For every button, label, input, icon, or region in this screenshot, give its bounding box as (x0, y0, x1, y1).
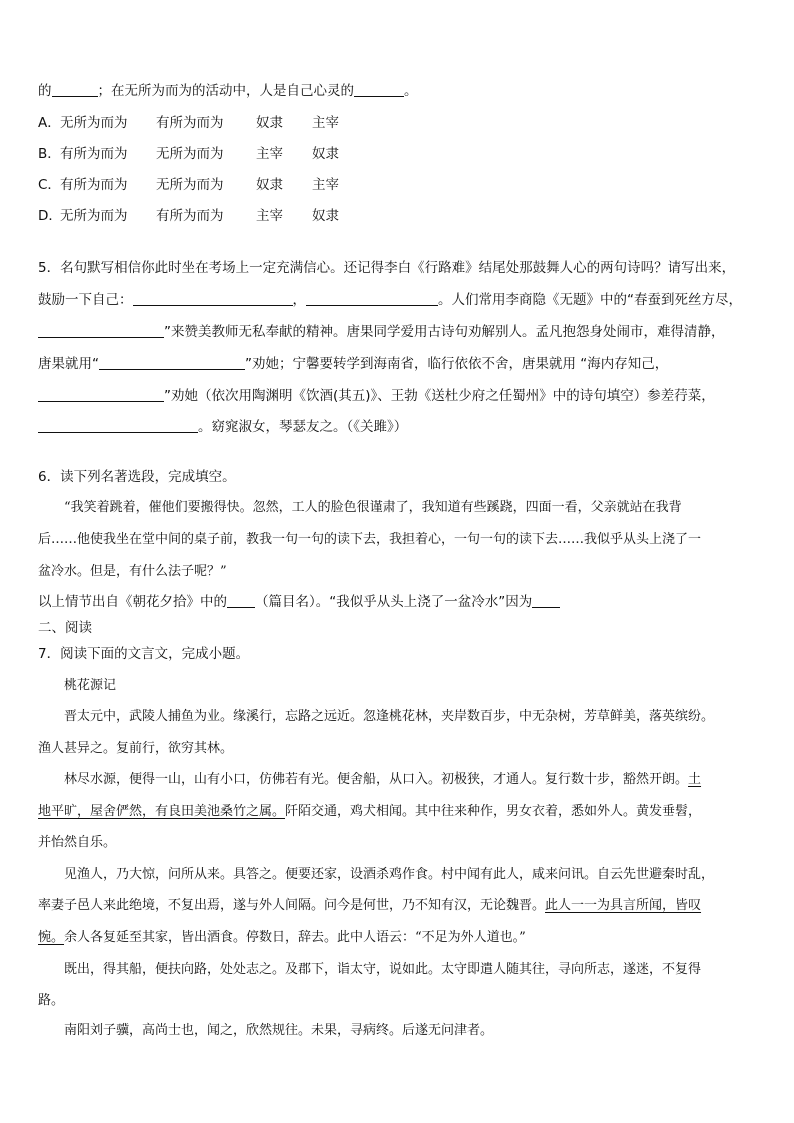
answer-blank[interactable] (52, 82, 98, 97)
section-heading: 二、阅读 (38, 620, 92, 636)
answer-blank[interactable] (99, 355, 245, 370)
essay-line-6: 见渔人，乃大惊，问所从来。具答之。便要还家，设酒杀鸡作食。村中闻有此人，咸来问讯。自云先世避秦时乱， (64, 867, 715, 882)
q5-line-3: ”来赞美教师无私奉献的精神。唐果同学爱用古诗句劝解别人。孟凡抱怨身处闹市，难得清静， (38, 323, 756, 341)
answer-blank[interactable] (532, 593, 560, 608)
q5-line-5: ”劝她（依次用陶渊明《饮酒(其五)》、王勃《送杜少府之任蜀州》中的诗句填空）参差荇菜， (38, 387, 756, 405)
option-b[interactable]: B．有所为而为 无所为而为 主宰 奴隶 (38, 146, 339, 162)
q5-line-4: 唐果就用“ ”劝她；宁馨要转学到海南省，临行依依不舍，唐果就用 “海内存知己， (38, 356, 669, 372)
q6-title: 6．读下列名著选段，完成填空。 (38, 469, 236, 485)
answer-blank[interactable] (354, 82, 404, 97)
q6-passage-line-3: 盆冷水。但是，有什么法子呢？” (38, 564, 227, 579)
essay-line-2: 渔人甚异之。复前行，欲穷其林。 (38, 741, 234, 756)
q5-line-1: 5．名句默写相信你此时坐在考场上一定充满信心。还记得李白《行路难》结尾处那鼓舞人心的两句诗吗？请写出来， (38, 260, 736, 276)
option-d[interactable]: D．无所为而为 有所为而为 主宰 奴隶 (38, 208, 339, 224)
option-c[interactable]: C．有所为而为 无所为而为 奴隶 主宰 (38, 177, 339, 193)
q5-line-2: 鼓励一下自己： ， 。人们常用李商隐《无题》中的“春蚕到死丝方尽， (38, 292, 742, 308)
essay-line-7: 率妻子邑人来此绝境，不复出焉，遂与外人间隔。问今是何世，乃不知有汉，无论魏晋。此人一一为具言所闻，皆叹 (38, 898, 702, 913)
q4-stem: 的 ；在无所为而为的活动中，人是自己心灵的 。 (38, 83, 418, 99)
essay-line-10: 路。 (38, 993, 65, 1008)
q6-question: 以上情节出自《朝花夕拾》中的 （篇目名）。“我似乎从头上浇了一盆冷水”因为 (38, 593, 756, 611)
q7-title: 7．阅读下面的文言文，完成小题。 (38, 646, 250, 662)
essay-line-5: 并怡然自乐。 (38, 835, 117, 850)
answer-blank[interactable] (38, 323, 164, 338)
answer-blank[interactable] (133, 291, 293, 306)
essay-title: 桃花源记 (64, 678, 117, 693)
essay-line-1: 晋太元中，武陵人捕鱼为业。缘溪行，忘路之远近。忽逢桃花林，夹岸数百步，中无杂树，芳草鲜美，落英缤纷。 (64, 709, 715, 724)
option-a[interactable]: A．无所为而为 有所为而为 奴隶 主宰 (38, 115, 339, 131)
answer-blank[interactable] (227, 593, 255, 608)
essay-line-11: 南阳刘子骥，高尚士也，闻之，欣然规往。未果，寻病终。后遂无问津者。 (64, 1023, 494, 1038)
essay-line-9: 既出，得其船，便扶向路，处处志之。及郡下，诣太守，说如此。太守即遣人随其往，寻向所志，遂迷，不复得 (64, 962, 702, 977)
essay-line-3: 林尽水源，便得一山，山有小口，仿佛若有光。便舍船，从口入。初极狭，才通人。复行数十步，豁然开朗。土 (64, 772, 702, 787)
q6-passage-line-2: 后……他使我坐在堂中间的桌子前，教我一句一句的读下去，我担着心，一句一句的读下去……我似乎从头上浇了一 (38, 532, 702, 547)
answer-blank[interactable] (38, 387, 164, 402)
essay-line-8: 惋。余人各复延至其家，皆出酒食。停数日，辞去。此中人语云：“不足为外人道也。” (38, 930, 526, 945)
q6-passage-line-1: “我笑着跳着，催他们要搬得快。忽然，工人的脸色很谨肃了，我知道有些蹊跷，四面一看，父亲就站在我背 (64, 500, 682, 515)
answer-blank[interactable] (306, 291, 438, 306)
q5-line-6: 。窈窕淑女，琴瑟友之。（《关雎》） (38, 418, 756, 436)
answer-blank[interactable] (38, 418, 198, 433)
essay-line-4: 地平旷，屋舍俨然，有良田美池桑竹之属。阡陌交通，鸡犬相闻。其中往来种作，男女衣着，悉如外人。黄发垂髫， (38, 804, 702, 819)
